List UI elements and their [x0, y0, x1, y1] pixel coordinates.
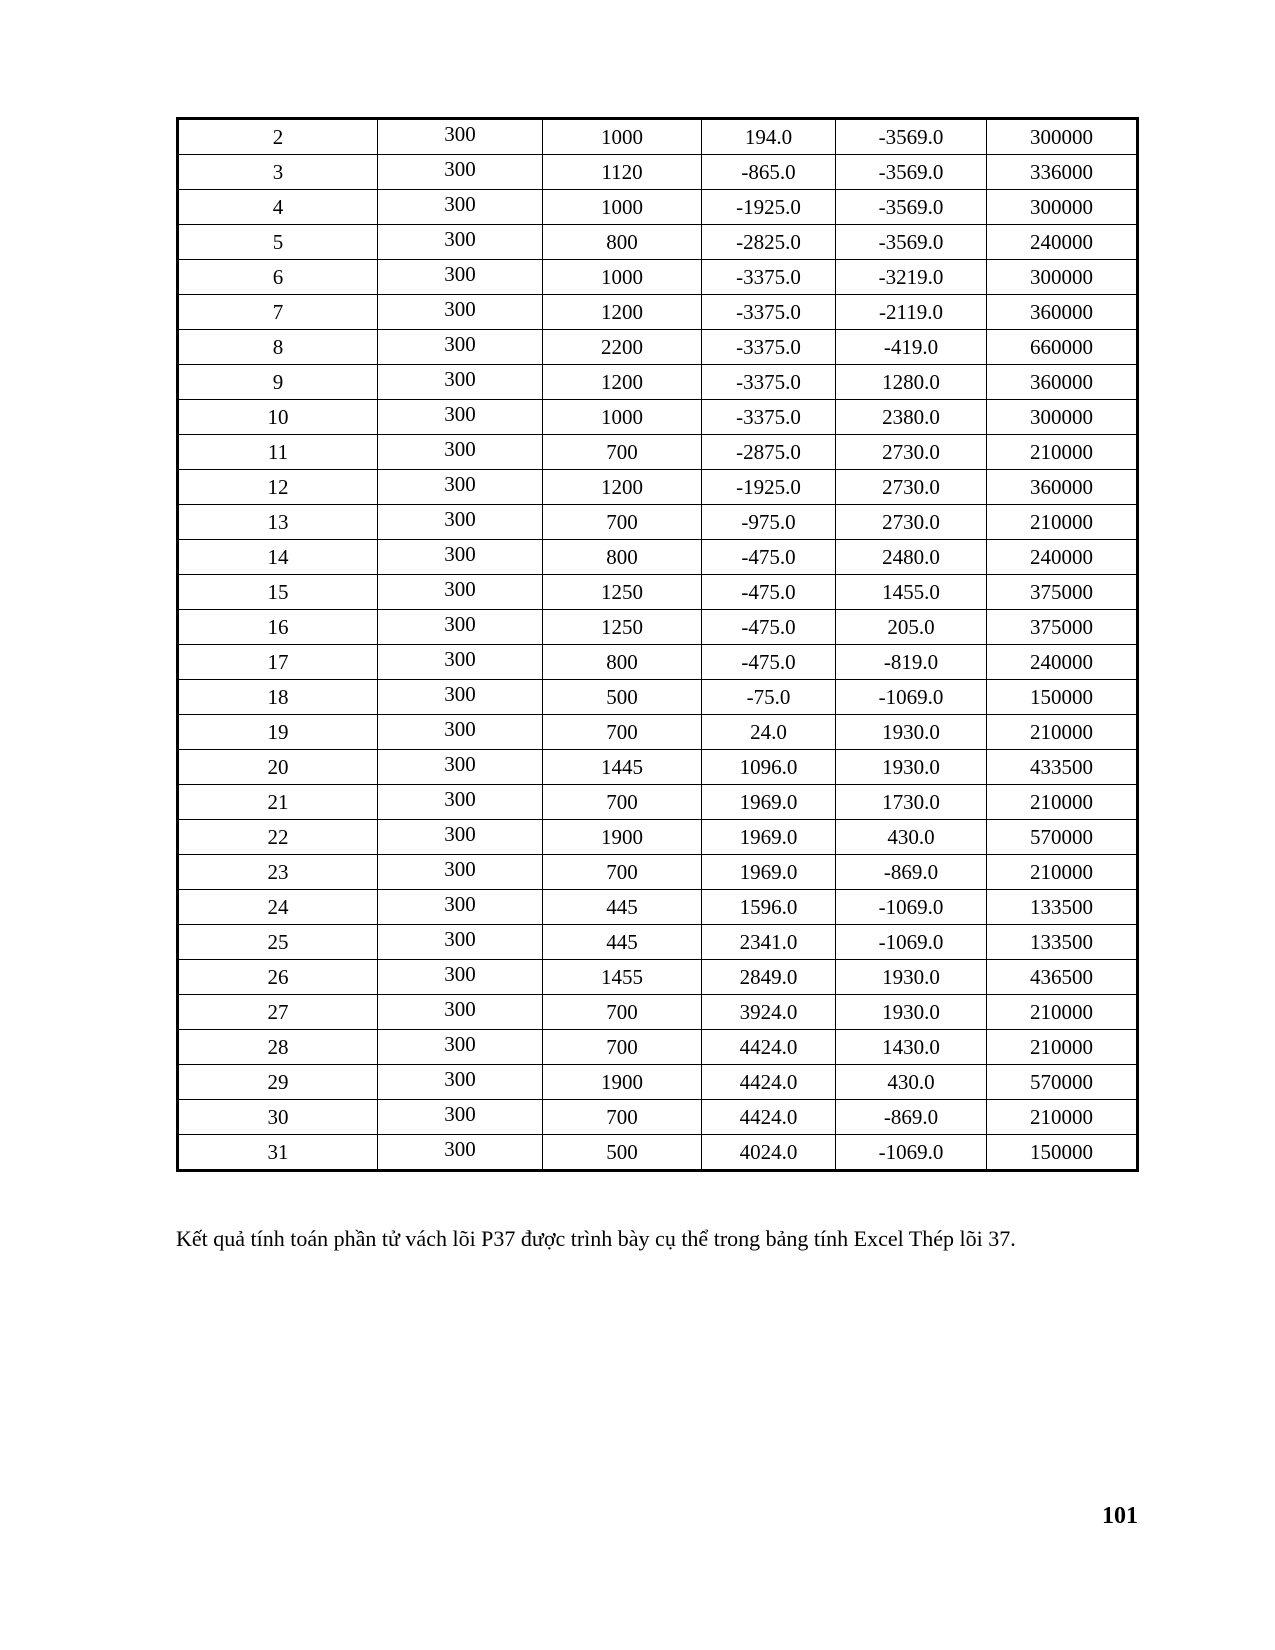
cell-element-id: 17: [178, 645, 378, 680]
cell-x-coord: -865.0: [702, 155, 836, 190]
caption-text: Kết quả tính toán phần tử vách lõi P37 được trình bày cụ thể trong bảng tính Excel Thép lõi 37.: [176, 1226, 1016, 1251]
cell-element-id: 27: [178, 995, 378, 1030]
cell-thickness: 300: [378, 155, 543, 190]
cell-area: 210000: [987, 995, 1138, 1030]
cell-thickness: 300: [378, 470, 543, 505]
cell-length: 1445: [543, 750, 702, 785]
cell-y-coord: 1730.0: [836, 785, 987, 820]
cell-length: 700: [543, 855, 702, 890]
cell-y-coord: -1069.0: [836, 890, 987, 925]
cell-x-coord: 24.0: [702, 715, 836, 750]
cell-thickness: 300: [378, 400, 543, 435]
cell-thickness: 300: [378, 190, 543, 225]
cell-x-coord: -475.0: [702, 575, 836, 610]
table-row: [178, 119, 1138, 155]
cell-thickness: 300: [378, 925, 543, 960]
cell-x-coord: -75.0: [702, 680, 836, 715]
cell-x-coord: 4424.0: [702, 1030, 836, 1065]
cell-length: 700: [543, 715, 702, 750]
cell-thickness: 300: [378, 505, 543, 540]
cell-x-coord: 4024.0: [702, 1135, 836, 1171]
table-body: [178, 119, 1138, 1171]
cell-thickness: 300: [378, 225, 543, 260]
cell-y-coord: 205.0: [836, 610, 987, 645]
cell-thickness: 300: [378, 1135, 543, 1171]
cell-y-coord: -2119.0: [836, 295, 987, 330]
cell-area: 150000: [987, 1135, 1138, 1171]
cell-area: 300000: [987, 119, 1138, 155]
cell-element-id: 18: [178, 680, 378, 715]
table-row: [178, 925, 1138, 960]
cell-element-id: 23: [178, 855, 378, 890]
table-row: [178, 645, 1138, 680]
cell-element-id: 12: [178, 470, 378, 505]
cell-area: 300000: [987, 190, 1138, 225]
cell-y-coord: 430.0: [836, 1065, 987, 1100]
cell-length: 445: [543, 925, 702, 960]
cell-thickness: 300: [378, 645, 543, 680]
cell-length: 1000: [543, 400, 702, 435]
cell-element-id: 7: [178, 295, 378, 330]
cell-area: 210000: [987, 855, 1138, 890]
cell-y-coord: 1430.0: [836, 1030, 987, 1065]
cell-y-coord: 2480.0: [836, 540, 987, 575]
cell-thickness: 300: [378, 540, 543, 575]
table-row: [178, 890, 1138, 925]
cell-thickness: 300: [378, 330, 543, 365]
cell-x-coord: 1969.0: [702, 785, 836, 820]
cell-thickness: 300: [378, 680, 543, 715]
cell-area: 336000: [987, 155, 1138, 190]
cell-x-coord: 2341.0: [702, 925, 836, 960]
cell-length: 1250: [543, 610, 702, 645]
cell-y-coord: -1069.0: [836, 1135, 987, 1171]
cell-area: 660000: [987, 330, 1138, 365]
table-row: [178, 295, 1138, 330]
cell-area: 210000: [987, 785, 1138, 820]
cell-length: 800: [543, 225, 702, 260]
table-row: [178, 1135, 1138, 1171]
table-row: [178, 190, 1138, 225]
cell-area: 210000: [987, 1030, 1138, 1065]
cell-area: 570000: [987, 820, 1138, 855]
cell-x-coord: 194.0: [702, 119, 836, 155]
cell-thickness: 300: [378, 890, 543, 925]
cell-thickness: 300: [378, 855, 543, 890]
cell-x-coord: -3375.0: [702, 330, 836, 365]
table-row: [178, 855, 1138, 890]
table-row: [178, 1065, 1138, 1100]
cell-y-coord: 1930.0: [836, 960, 987, 995]
table-row: [178, 1100, 1138, 1135]
cell-length: 700: [543, 505, 702, 540]
cell-y-coord: -3219.0: [836, 260, 987, 295]
cell-thickness: 300: [378, 995, 543, 1030]
cell-thickness: 300: [378, 260, 543, 295]
page-number: 101: [1102, 1503, 1138, 1529]
cell-length: 2200: [543, 330, 702, 365]
cell-length: 700: [543, 995, 702, 1030]
cell-x-coord: 2849.0: [702, 960, 836, 995]
cell-length: 500: [543, 1135, 702, 1171]
table-row: [178, 365, 1138, 400]
cell-length: 1900: [543, 1065, 702, 1100]
cell-element-id: 21: [178, 785, 378, 820]
cell-thickness: 300: [378, 1100, 543, 1135]
table-row: [178, 155, 1138, 190]
cell-length: 800: [543, 645, 702, 680]
cell-thickness: 300: [378, 575, 543, 610]
cell-area: 210000: [987, 715, 1138, 750]
cell-y-coord: 2380.0: [836, 400, 987, 435]
cell-length: 1200: [543, 470, 702, 505]
cell-y-coord: 1280.0: [836, 365, 987, 400]
table-row: [178, 1030, 1138, 1065]
cell-y-coord: -1069.0: [836, 680, 987, 715]
cell-thickness: 300: [378, 960, 543, 995]
cell-length: 1000: [543, 190, 702, 225]
cell-y-coord: -819.0: [836, 645, 987, 680]
cell-element-id: 24: [178, 890, 378, 925]
cell-element-id: 5: [178, 225, 378, 260]
cell-area: 360000: [987, 470, 1138, 505]
cell-y-coord: -3569.0: [836, 155, 987, 190]
cell-x-coord: -3375.0: [702, 400, 836, 435]
table-row: [178, 785, 1138, 820]
cell-x-coord: -475.0: [702, 610, 836, 645]
cell-length: 500: [543, 680, 702, 715]
table-row: [178, 960, 1138, 995]
cell-x-coord: -1925.0: [702, 190, 836, 225]
cell-y-coord: 1455.0: [836, 575, 987, 610]
cell-element-id: 28: [178, 1030, 378, 1065]
cell-x-coord: 1969.0: [702, 855, 836, 890]
cell-area: 240000: [987, 225, 1138, 260]
cell-y-coord: -1069.0: [836, 925, 987, 960]
cell-x-coord: 4424.0: [702, 1065, 836, 1100]
cell-thickness: 300: [378, 365, 543, 400]
cell-x-coord: -475.0: [702, 645, 836, 680]
cell-element-id: 6: [178, 260, 378, 295]
cell-length: 700: [543, 435, 702, 470]
table-row: [178, 995, 1138, 1030]
cell-area: 360000: [987, 295, 1138, 330]
table-row: [178, 260, 1138, 295]
cell-area: 570000: [987, 1065, 1138, 1100]
cell-thickness: 300: [378, 750, 543, 785]
cell-area: 433500: [987, 750, 1138, 785]
cell-area: 375000: [987, 575, 1138, 610]
table-row: [178, 715, 1138, 750]
cell-length: 700: [543, 785, 702, 820]
cell-element-id: 20: [178, 750, 378, 785]
cell-thickness: 300: [378, 1065, 543, 1100]
cell-element-id: 26: [178, 960, 378, 995]
cell-element-id: 29: [178, 1065, 378, 1100]
cell-y-coord: -419.0: [836, 330, 987, 365]
cell-x-coord: -2875.0: [702, 435, 836, 470]
cell-element-id: 8: [178, 330, 378, 365]
cell-area: 210000: [987, 1100, 1138, 1135]
cell-area: 150000: [987, 680, 1138, 715]
cell-thickness: 300: [378, 820, 543, 855]
cell-y-coord: -869.0: [836, 855, 987, 890]
cell-length: 1120: [543, 155, 702, 190]
cell-x-coord: -975.0: [702, 505, 836, 540]
cell-element-id: 14: [178, 540, 378, 575]
cell-thickness: 300: [378, 715, 543, 750]
cell-length: 700: [543, 1100, 702, 1135]
cell-x-coord: 1596.0: [702, 890, 836, 925]
cell-y-coord: 2730.0: [836, 435, 987, 470]
cell-x-coord: -3375.0: [702, 260, 836, 295]
cell-x-coord: -2825.0: [702, 225, 836, 260]
cell-element-id: 22: [178, 820, 378, 855]
data-table-container: [176, 117, 1139, 1172]
cell-area: 210000: [987, 435, 1138, 470]
table-row: [178, 680, 1138, 715]
cell-y-coord: 2730.0: [836, 470, 987, 505]
cell-thickness: 300: [378, 435, 543, 470]
cell-area: 133500: [987, 890, 1138, 925]
cell-thickness: 300: [378, 1030, 543, 1065]
cell-area: 300000: [987, 400, 1138, 435]
cell-y-coord: -3569.0: [836, 190, 987, 225]
cell-thickness: 300: [378, 295, 543, 330]
cell-x-coord: 1096.0: [702, 750, 836, 785]
table-row: [178, 330, 1138, 365]
cell-length: 1000: [543, 260, 702, 295]
cell-y-coord: 430.0: [836, 820, 987, 855]
cell-length: 800: [543, 540, 702, 575]
cell-x-coord: -1925.0: [702, 470, 836, 505]
cell-element-id: 4: [178, 190, 378, 225]
cell-area: 133500: [987, 925, 1138, 960]
table-row: [178, 820, 1138, 855]
table-row: [178, 750, 1138, 785]
cell-x-coord: 4424.0: [702, 1100, 836, 1135]
cell-area: 360000: [987, 365, 1138, 400]
cell-x-coord: -3375.0: [702, 295, 836, 330]
cell-length: 445: [543, 890, 702, 925]
cell-y-coord: -869.0: [836, 1100, 987, 1135]
cell-y-coord: 1930.0: [836, 715, 987, 750]
cell-x-coord: -475.0: [702, 540, 836, 575]
cell-element-id: 16: [178, 610, 378, 645]
table-row: [178, 505, 1138, 540]
cell-element-id: 15: [178, 575, 378, 610]
cell-x-coord: 3924.0: [702, 995, 836, 1030]
cell-length: 700: [543, 1030, 702, 1065]
data-table: [176, 117, 1139, 1172]
cell-length: 1455: [543, 960, 702, 995]
cell-element-id: 2: [178, 119, 378, 155]
cell-y-coord: -3569.0: [836, 119, 987, 155]
cell-length: 1200: [543, 295, 702, 330]
table-row: [178, 470, 1138, 505]
cell-element-id: 3: [178, 155, 378, 190]
table-row: [178, 400, 1138, 435]
cell-length: 1200: [543, 365, 702, 400]
cell-y-coord: 1930.0: [836, 750, 987, 785]
cell-y-coord: 2730.0: [836, 505, 987, 540]
cell-thickness: 300: [378, 610, 543, 645]
cell-length: 1000: [543, 119, 702, 155]
cell-area: 240000: [987, 540, 1138, 575]
cell-element-id: 31: [178, 1135, 378, 1171]
cell-element-id: 9: [178, 365, 378, 400]
cell-area: 300000: [987, 260, 1138, 295]
cell-area: 240000: [987, 645, 1138, 680]
cell-element-id: 11: [178, 435, 378, 470]
cell-thickness: 300: [378, 785, 543, 820]
cell-area: 436500: [987, 960, 1138, 995]
cell-element-id: 25: [178, 925, 378, 960]
cell-element-id: 13: [178, 505, 378, 540]
cell-x-coord: -3375.0: [702, 365, 836, 400]
cell-element-id: 30: [178, 1100, 378, 1135]
table-row: [178, 610, 1138, 645]
cell-length: 1900: [543, 820, 702, 855]
table-row: [178, 540, 1138, 575]
cell-area: 375000: [987, 610, 1138, 645]
cell-x-coord: 1969.0: [702, 820, 836, 855]
table-row: [178, 435, 1138, 470]
cell-length: 1250: [543, 575, 702, 610]
table-row: [178, 575, 1138, 610]
cell-thickness: 300: [378, 119, 543, 155]
cell-element-id: 10: [178, 400, 378, 435]
cell-y-coord: -3569.0: [836, 225, 987, 260]
cell-element-id: 19: [178, 715, 378, 750]
table-row: [178, 225, 1138, 260]
cell-y-coord: 1930.0: [836, 995, 987, 1030]
cell-area: 210000: [987, 505, 1138, 540]
